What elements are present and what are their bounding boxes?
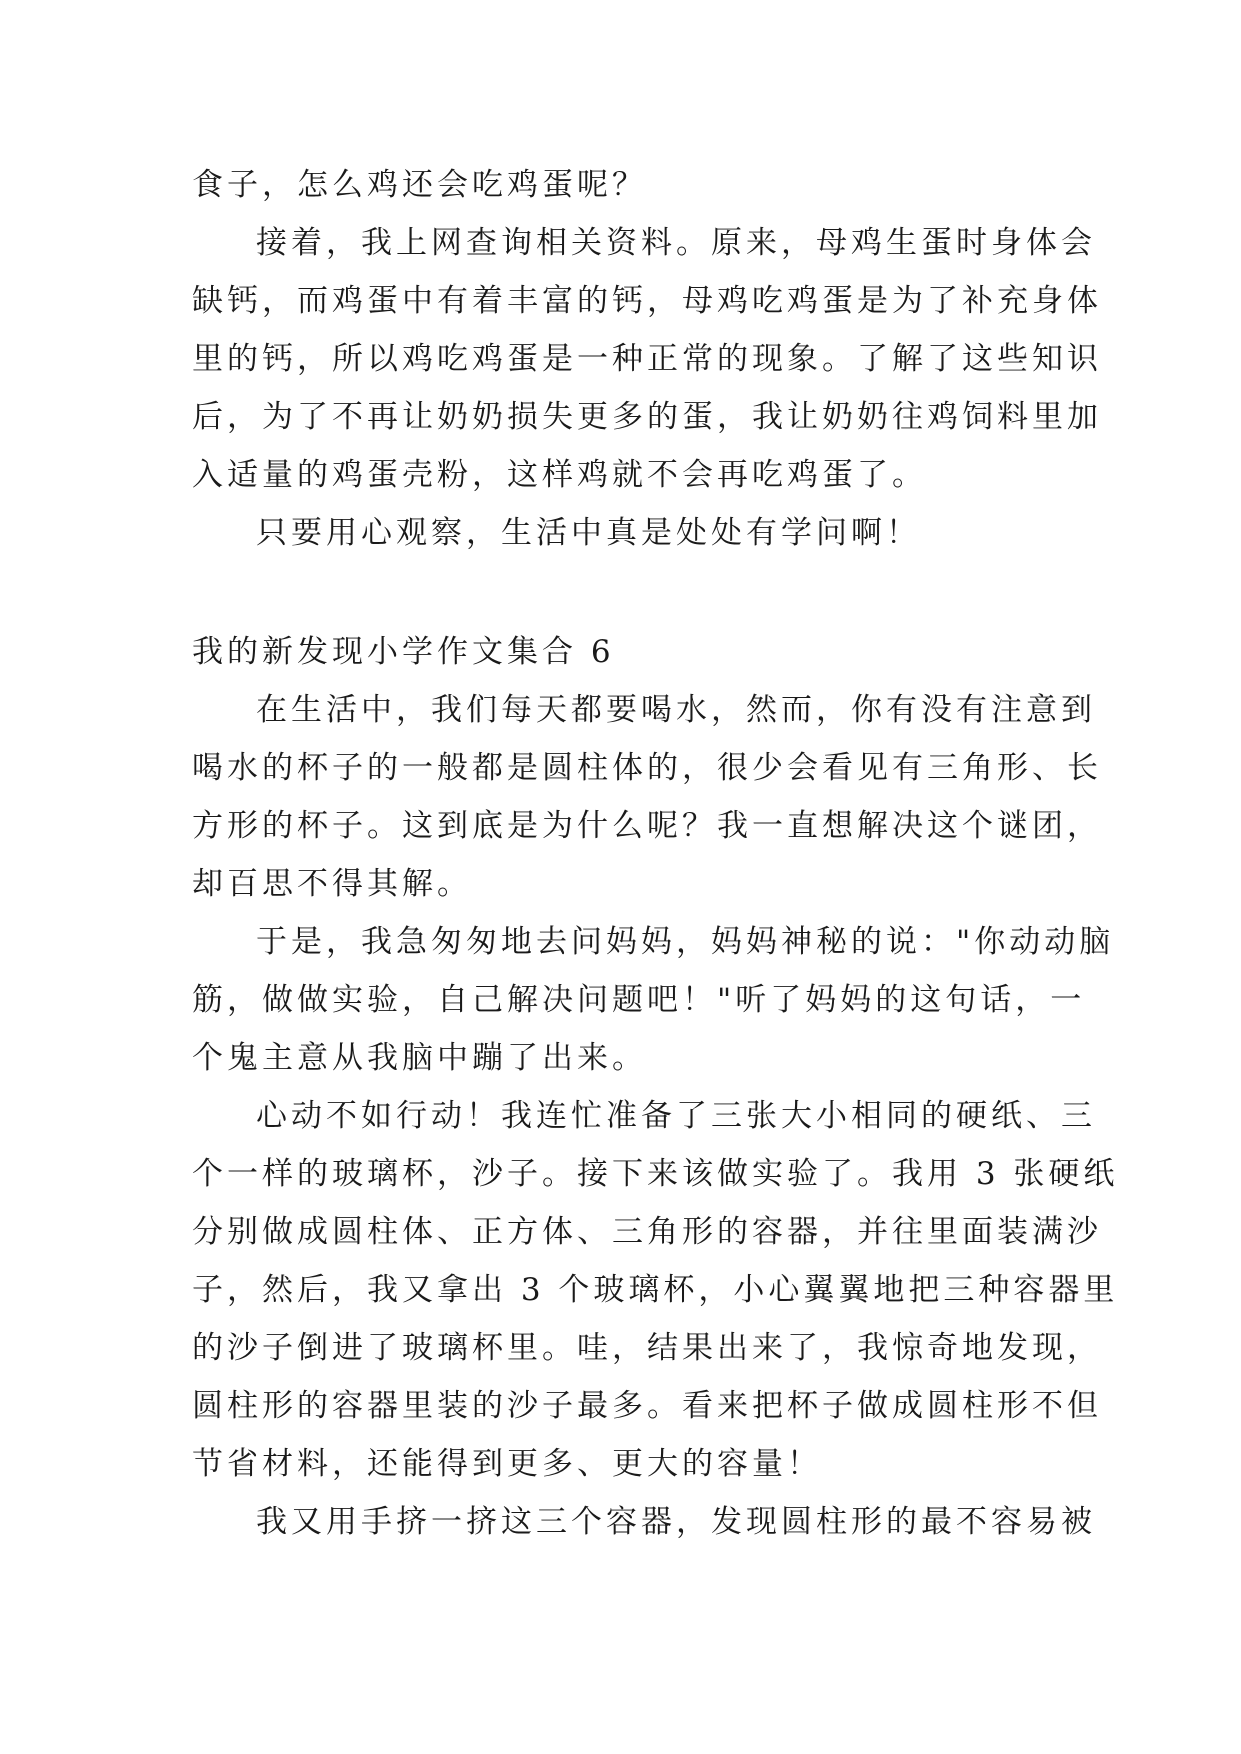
text-line: 分别做成圆柱体、正方体、三角形的容器，并往里面装满沙 [192,1214,1102,1250]
paragraph-start-line: 接着，我上网查询相关资料。原来，母鸡生蛋时身体会 [256,225,1096,261]
text-line: 的沙子倒进了玻璃杯里。哇，结果出来了，我惊奇地发现， [192,1330,1102,1366]
text-line: 食子，怎么鸡还会吃鸡蛋呢？ [192,167,647,203]
text-line: 却百思不得其解。 [192,866,472,902]
text-line: 节省材料，还能得到更多、更大的容量！ [192,1446,822,1482]
text-line: 筋，做做实验，自己解决问题吧！"听了妈妈的这句话，一 [192,982,1086,1018]
text-line: 入适量的鸡蛋壳粉，这样鸡就不会再吃鸡蛋了。 [192,457,927,493]
text-line: 喝水的杯子的一般都是圆柱体的，很少会看见有三角形、长 [192,750,1102,786]
text-line: 缺钙，而鸡蛋中有着丰富的钙，母鸡吃鸡蛋是为了补充身体 [192,283,1102,319]
text-line: 个鬼主意从我脑中蹦了出来。 [192,1040,647,1076]
text-line: 个一样的玻璃杯，沙子。接下来该做实验了。我用 3 张硬纸 [192,1156,1119,1192]
paragraph-start-line: 我又用手挤一挤这三个容器，发现圆柱形的最不容易被 [256,1504,1096,1540]
text-line: 里的钙，所以鸡吃鸡蛋是一种正常的现象。了解了这些知识 [192,341,1102,377]
paragraph-start-line: 于是，我急匆匆地去问妈妈，妈妈神秘的说："你动动脑 [256,924,1115,960]
text-line: 方形的杯子。这到底是为什么呢？我一直想解决这个谜团， [192,808,1102,844]
text-line: 后，为了不再让奶奶损失更多的蛋，我让奶奶往鸡饲料里加 [192,399,1102,435]
paragraph-start-line: 只要用心观察，生活中真是处处有学问啊！ [256,515,921,551]
paragraph-start-line: 心动不如行动！我连忙准备了三张大小相同的硬纸、三 [256,1098,1096,1134]
text-line: 圆柱形的容器里装的沙子最多。看来把杯子做成圆柱形不但 [192,1388,1102,1424]
paragraph-start-line: 在生活中，我们每天都要喝水，然而，你有没有注意到 [256,692,1096,728]
text-line: 子，然后，我又拿出 3 个玻璃杯，小心翼翼地把三种容器里 [192,1272,1119,1308]
section-heading: 我的新发现小学作文集合 6 [192,634,615,670]
